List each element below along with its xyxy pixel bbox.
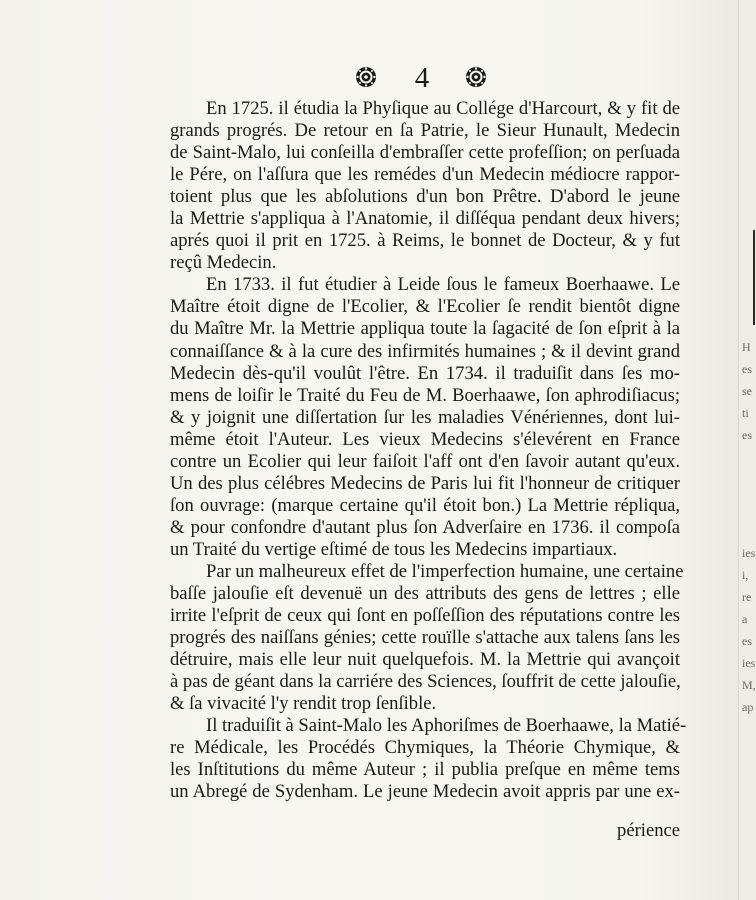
text-line: un Traité du vertige eſtimé de tous les Medecins impartiaux. — [170, 538, 618, 560]
text-line: Medecin dès-qu'il voulût l'être. En 1734. il traduiſit dans ſes mo- — [170, 362, 680, 384]
margin-fragment: ies — [742, 656, 756, 670]
margin-fragment: se — [742, 384, 752, 398]
page-number: 4 — [414, 62, 430, 94]
text-line: Il traduiſit à Saint-Malo les Aphoriſmes de Boerhaawe, la Matié- — [206, 715, 687, 737]
margin-fragment: M, — [742, 678, 756, 692]
fleuron-ornament-icon — [355, 66, 377, 88]
adjacent-page-edge — [738, 0, 756, 900]
margin-fragment: es — [742, 634, 752, 648]
text-line: à pas de géant dans la carriére des Sciences, ſouffrit de cette jalouſie, — [170, 671, 681, 693]
margin-rule — [753, 230, 755, 325]
text-line: toient plus que les abſolutions d'un bon Prêtre. D'abord le jeune — [170, 186, 680, 208]
text-line: le Pére, on l'aſſura que les remédes d'un Medecin médiocre rappor- — [170, 164, 680, 186]
catchword: périence — [617, 820, 680, 841]
text-line: connaiſſance & à la cure des infirmités humaines ; & il devint grand — [170, 340, 680, 362]
margin-fragment: a — [742, 612, 748, 626]
text-line: les Inſtitutions du même Auteur ; il publia preſque en même tems — [170, 759, 680, 781]
margin-fragment: H — [742, 340, 751, 354]
text-line: aprés quoi il prit en 1725. à Reims, le bonnet de Docteur, & y fut — [170, 230, 680, 252]
text-line: irrite l'eſprit de ceux qui ſont en poſſeſſion des réputations contre les — [170, 605, 680, 627]
text-line: Maître étoit digne de l'Ecolier, & l'Ecolier ſe rendit bientôt digne — [170, 296, 680, 318]
body-text — [170, 98, 687, 804]
paragraph — [170, 560, 684, 715]
text-line: mens de loiſir le Traité du Feu de M. Boerhaawe, ſon aphrodiſiacus; — [170, 384, 680, 406]
text-line: baſſe jalouſie eſt devenuë un des attributs des gens de lettres ; elle — [170, 583, 680, 605]
page-header — [355, 60, 495, 96]
margin-fragment: ap — [742, 700, 754, 714]
text-line: détruire, mais elle leur nuit quelquefois. M. la Mettrie qui avançoit — [170, 649, 680, 671]
text-line: un Abregé de Sydenham. Le jeune Medecin avoit appris par une ex- — [170, 781, 680, 803]
text-line: grands progrés. De retour en ſa Patrie, le Sieur Hunault, Medecin — [170, 120, 680, 142]
margin-fragment: es — [742, 428, 752, 442]
paragraph — [170, 274, 680, 561]
text-line: & y joignit une diſſertation ſur les maladies Vénériennes, dont lui- — [170, 406, 680, 428]
fleuron-ornament-icon — [465, 66, 487, 88]
paragraph — [170, 98, 680, 274]
text-line: En 1725. il étudia la Phyſique au Collége d'Harcourt, & y fit de — [206, 98, 680, 119]
text-line: re Médicale, les Procédés Chymiques, la Théorie Chymique, & — [170, 737, 680, 759]
margin-fragment: ies — [742, 546, 756, 560]
text-line: la Mettrie s'appliqua à l'Anatomie, il diſſéqua pendant deux hivers; — [170, 208, 680, 230]
text-line: reçû Medecin. — [170, 252, 277, 274]
paragraph — [170, 715, 687, 803]
margin-fragment: ti — [742, 406, 749, 420]
text-line: de Saint-Malo, lui conſeilla d'embraſſer cette profeſſion; on perſuada — [170, 142, 680, 164]
text-line: progrés des naiſſans génies; cette rouïlle s'attache aux talens ſans les — [170, 627, 680, 649]
text-line: En 1733. il fut étudier à Leide ſous le fameux Boerhaawe. Le — [206, 274, 680, 296]
text-line: Un des plus célébres Medecins de Paris lui fit l'honneur de critiquer — [170, 472, 680, 494]
text-line: ſon ouvrage: (marque certaine qu'il étoit bon.) La Mettrie répliqua, — [170, 494, 680, 516]
text-line: Par un malheureux effet de l'imperfection humaine, une certaine — [206, 560, 684, 582]
text-line: & pour confondre d'autant plus ſon Adverſaire en 1736. il compoſa — [170, 516, 680, 538]
text-line: & ſa vivacité l'y rendit trop ſenſible. — [170, 693, 437, 715]
margin-fragment: re — [742, 590, 752, 604]
text-line: même étoit l'Auteur. Les vieux Medecins s'élevérent en France — [170, 428, 680, 450]
text-line: du Maître Mr. la Mettrie appliqua toute la ſagacité de ſon eſprit à la — [170, 318, 680, 340]
margin-fragment: i, — [742, 568, 749, 582]
text-line: contre un Ecolier qui leur faiſoit l'aff ont d'en ſavoir autant qu'eux. — [170, 450, 680, 472]
margin-fragment: es — [742, 362, 752, 376]
